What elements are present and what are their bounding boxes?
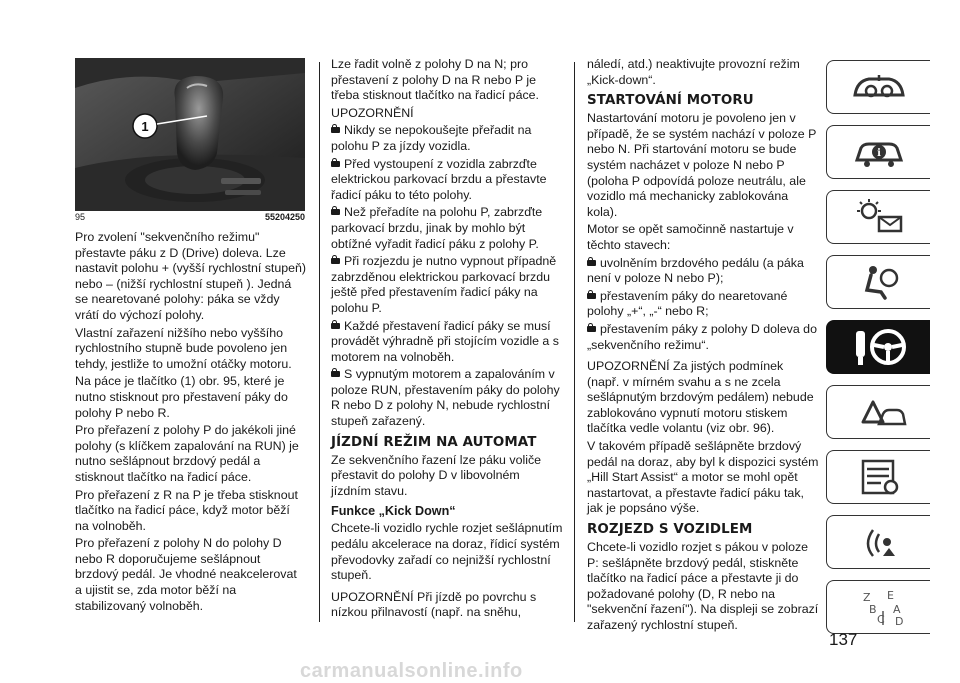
paragraph: Ze sekvenčního řazení lze páku voliče přestavit do polohy D v libovolném jízdním stavu. [331,452,542,498]
car-info-icon [849,132,909,172]
paragraph: Pro přeřazení z R na P je třeba stisknout tlačítko na řadicí páce, když motor běží na volnoběh. [75,487,298,533]
warning-item: Než přeřadíte na polohu P, zabrzďte parkovací brzdu, jinak by mohlo být obtížné vyřadit řadicí páku z polohy P. [331,205,543,251]
paragraph: Motor se opět samočinně nastartuje v těchto stavech: [587,222,794,252]
page-number: 137 [829,630,858,649]
svg-text:E: E [886,589,894,602]
svg-text:D: D [894,615,903,627]
paragraph: UPOZORNĚNÍ Při jízdě po povrchu s nízkou přilnavostí (např. na sněhu, [331,589,537,620]
car-bullet-icon [587,260,596,266]
warning-triangle-car-icon [849,392,909,432]
paragraph: Pro přeřazení z polohy N do polohy D nebo R doporučujeme sešlápnout brzdový pedál. Je vhodné neakcelerovat a ujistit se, zda motor běží na stabilizovaný volnoběh. [75,536,297,613]
list-item: přestavením páky z polohy D doleva do „sekvenčního režimu“. [587,321,817,352]
car-bullet-icon [331,161,340,167]
paragraph: V takovém případě sešlápněte brzdový pedál na doraz, aby byl k dispozici systém „Hill Start Assist“ a motor se mohl opět nastartovat, a přestavte řadicí páku tak, jak je popsáno výše. [587,439,819,516]
text-column-3 [587,57,819,636]
alphabet-index-icon [849,587,909,627]
key-steering-wheel-icon [844,325,914,369]
car-bullet-icon [331,258,340,264]
paragraph: Chcete-li vozidlo rychle rozjet sešlápnutím pedálu akcelerace na doraz, řídicí systém převodovky zařadí co nejnižší rychlostní stupeň. [331,521,563,583]
svg-text:i: i [876,148,881,159]
chapter-tabs [826,60,930,645]
warning-item: S vypnutým motorem a zapalováním v poloze RUN, přestavením páky do polohy R nebo D z polohy N, nebude rychlostní stupeň zařazený. [331,367,560,429]
car-bullet-icon [331,371,340,377]
svg-text:B: B [868,603,877,616]
paragraph: Na páce je tlačítko (1) obr. 95, které je nutno stisknout pro přestavení páky do polohy P nebo R. [75,374,288,420]
multimedia-signal-icon [849,522,909,562]
section-heading-auto-mode: JÍZDNÍ REŽIM NA AUTOMAT [331,434,537,450]
callout-number: 1 [141,119,149,134]
column-divider [319,62,320,622]
paragraph: náledí, atd.) neaktivujte provozní režim „Kick-down“. [587,57,800,87]
tab-vehicle-info[interactable] [826,125,930,179]
subheading-kick-down: Funkce „Kick Down“ [331,504,456,519]
svg-text:Z: Z [862,591,871,604]
section-heading-engine-start: STARTOVÁNÍ MOTORU [587,93,754,109]
svg-text:C: C [876,613,885,626]
paragraph: Vlastní zařazení nižšího nebo vyššího rychlostního stupně bude povoleno jen tehdy, jestliže to umožní otáčky motoru. [75,325,292,371]
list-item: uvolněním brzdového pedálu (a páka není v poloze N nebo P); [587,255,804,286]
watermark: carmanualsonline.info [300,660,523,682]
paragraph: Nastartování motoru je povoleno jen v případě, že se systém nachází v poloze P nebo N. Při startování motoru se bude systém nacházet v poloze N nebo P (poloha P odpovídá poloze neutrálu, ale vozidlo má mechanicky zablokována kola). [587,111,817,219]
car-bullet-icon [331,209,340,215]
svg-text:A: A [892,603,901,616]
gear-lever-illustration [75,58,305,211]
text-column-1 [75,230,307,616]
car-bullet-icon [331,127,340,133]
paragraph: Pro přeřazení z polohy P do jakékoli jiné polohy (s klíčkem zapalování na RUN) je nutno sešlápnout brzdový pedál a stisknout tlačítko na řadicí páce. [75,423,299,484]
tab-starting-driving[interactable] [826,320,930,374]
figure-code: 55204250 [264,212,305,222]
paragraph: UPOZORNĚNÍ Za jistých podmínek (např. v mírném svahu a s ne zcela sešlápnutým brzdovým pedálem) nebude zablokováno vypnutí motoru stiskem tlačítka vedle volantu (viz obr. 96). [587,359,814,436]
text-column-2 [331,57,563,623]
paragraph: Lze řadit volně z polohy D na N; pro přestavení z polohy D na R nebo P je třeba stisknout tlačítko na řadicí páce. [331,57,539,103]
tab-safety[interactable] [826,255,930,309]
tab-maintenance[interactable] [826,450,930,504]
figure-number: 95 [75,212,86,222]
car-bullet-icon [331,323,340,329]
tab-warnings-messages[interactable] [826,190,930,244]
car-dashboard-icon [849,67,909,107]
tab-dashboard[interactable] [826,60,930,114]
car-bullet-icon [587,293,596,299]
list-item: přestavením páky do nearetované polohy „+“, „-“ nebo R; [587,288,788,319]
warning-light-mail-icon [849,197,909,237]
warning-title: UPOZORNĚNÍ [331,105,414,120]
paragraph: Pro zvolení "sekvenčního režimu" přestavte páku z D (Drive) doleva. Lze nastavit polohu + (vyšší rychlostní stupeň) nebo – (nižší rychlostní stupeň ). Jedná se nearetované polohy: páka se vždy vrátí do výchozí polohy. [75,230,307,322]
tab-multimedia[interactable] [826,515,930,569]
warning-item: Při rozjezdu je nutno vypnout případně zabrzděnou elektrickou parkovací brzdu ještě před přestavením řadicí páky na polohu P. [331,254,557,315]
tab-emergency[interactable] [826,385,930,439]
warning-item: Před vystoupení z vozidla zabrzďte elektrickou parkovací brzdu a přestavte řadicí páku to této polohy. [331,156,547,202]
gear-lever-photo [75,58,305,211]
warning-item: Každé přestavení řadicí páky se musí provádět výhradně při stojícím vozidle a s motorem na volnoběh. [331,318,559,364]
paragraph: Chcete-li vozidlo rozjet s pákou v poloze P: sešlápněte brzdový pedál, stiskněte tlačítko na řadicí páce a přestavte ji do požadované polohy (D, R nebo na "sekvenční řazení"). Na displeji se zobrazí zařazený rychlostní stupeň. [587,540,819,632]
warning-item: Nikdy se nepokoušejte přeřadit na polohu P za jízdy vozidla. [331,123,532,153]
column-divider [574,62,575,622]
airbag-seat-icon [849,262,909,302]
tab-index[interactable] [826,580,930,634]
maintenance-list-icon [849,457,909,497]
figure-caption [75,212,305,223]
section-heading-moving-off: ROZJEZD S VOZIDLEM [587,522,753,538]
car-bullet-icon [587,326,596,332]
